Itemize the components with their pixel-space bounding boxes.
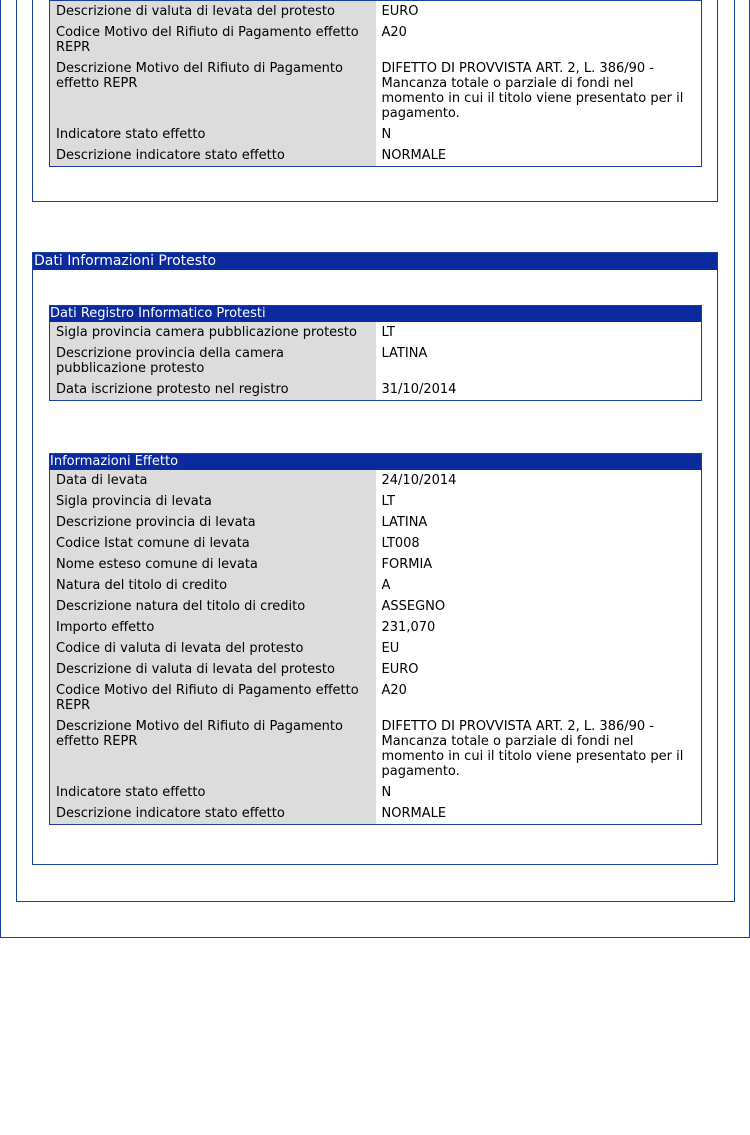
table-row <box>50 145 702 167</box>
field-value: A20 <box>376 680 702 716</box>
field-label: Descrizione indicatore stato effetto <box>50 145 376 167</box>
table-row <box>50 470 702 491</box>
field-value: LT <box>376 322 702 343</box>
field-label: Nome esteso comune di levata <box>50 554 376 575</box>
field-value: N <box>376 124 702 145</box>
field-label: Descrizione provincia di levata <box>50 512 376 533</box>
registry-rows <box>50 322 702 401</box>
field-value: EURO <box>376 659 702 680</box>
table-row <box>50 1 702 23</box>
table-row <box>50 596 702 617</box>
effect-info-table <box>49 453 702 825</box>
previous-effect-rows <box>50 1 702 167</box>
field-label: Indicatore stato effetto <box>50 782 376 803</box>
field-value: EU <box>376 638 702 659</box>
registry-table-header <box>50 306 702 323</box>
field-label: Codice di valuta di levata del protesto <box>50 638 376 659</box>
table-row <box>50 22 702 58</box>
table-row <box>50 716 702 782</box>
field-label: Data iscrizione protesto nel registro <box>50 379 376 401</box>
field-value: FORMIA <box>376 554 702 575</box>
field-label: Descrizione provincia della camera pubblicazione protesto <box>50 343 376 379</box>
registry-table <box>49 305 702 401</box>
field-value: 231,070 <box>376 617 702 638</box>
effect-info-table-header <box>50 454 702 471</box>
table-row <box>50 782 702 803</box>
registry-table-title: Dati Registro Informatico Protesti <box>50 306 702 323</box>
table-row <box>50 491 702 512</box>
field-label: Sigla provincia camera pubblicazione protesto <box>50 322 376 343</box>
field-label: Indicatore stato effetto <box>50 124 376 145</box>
field-label: Codice Motivo del Rifiuto di Pagamento effetto REPR <box>50 680 376 716</box>
field-value: LT <box>376 491 702 512</box>
field-label: Descrizione natura del titolo di credito <box>50 596 376 617</box>
field-value: LATINA <box>376 343 702 379</box>
field-label: Importo effetto <box>50 617 376 638</box>
table-row <box>50 379 702 401</box>
table-row <box>50 638 702 659</box>
table-row <box>50 575 702 596</box>
field-value: NORMALE <box>376 803 702 825</box>
field-label: Codice Motivo del Rifiuto di Pagamento effetto REPR <box>50 22 376 58</box>
table-row <box>50 322 702 343</box>
table-row <box>50 617 702 638</box>
table-row <box>50 533 702 554</box>
field-label: Natura del titolo di credito <box>50 575 376 596</box>
field-value: LT008 <box>376 533 702 554</box>
field-value: ASSEGNO <box>376 596 702 617</box>
field-value: DIFETTO DI PROVVISTA ART. 2, L. 386/90 - Mancanza totale o parziale di fondi nel momento in cui il titolo viene presentato per il pagamento. <box>376 58 702 124</box>
table-row <box>50 554 702 575</box>
table-row <box>50 58 702 124</box>
previous-effect-table <box>49 0 702 167</box>
field-value: DIFETTO DI PROVVISTA ART. 2, L. 386/90 - Mancanza totale o parziale di fondi nel momento in cui il titolo viene presentato per il pagamento. <box>376 716 702 782</box>
field-value: 31/10/2014 <box>376 379 702 401</box>
previous-section <box>32 0 718 202</box>
field-label: Sigla provincia di levata <box>50 491 376 512</box>
effect-info-table-title: Informazioni Effetto <box>50 454 702 471</box>
table-row <box>50 659 702 680</box>
field-label: Descrizione indicatore stato effetto <box>50 803 376 825</box>
field-value: EURO <box>376 1 702 23</box>
table-row <box>50 512 702 533</box>
protest-section-title: Dati Informazioni Protesto <box>33 253 717 270</box>
protest-section <box>32 252 718 865</box>
table-row <box>50 680 702 716</box>
table-row <box>50 124 702 145</box>
field-label: Data di levata <box>50 470 376 491</box>
field-value: N <box>376 782 702 803</box>
field-label: Descrizione di valuta di levata del protesto <box>50 1 376 23</box>
field-value: LATINA <box>376 512 702 533</box>
table-row <box>50 803 702 825</box>
field-label: Descrizione di valuta di levata del protesto <box>50 659 376 680</box>
field-value: 24/10/2014 <box>376 470 702 491</box>
field-label: Codice Istat comune di levata <box>50 533 376 554</box>
table-row <box>50 343 702 379</box>
field-value: NORMALE <box>376 145 702 167</box>
field-label: Descrizione Motivo del Rifiuto di Pagamento effetto REPR <box>50 716 376 782</box>
field-value: A20 <box>376 22 702 58</box>
field-value: A <box>376 575 702 596</box>
effect-info-rows <box>50 470 702 825</box>
field-label: Descrizione Motivo del Rifiuto di Pagamento effetto REPR <box>50 58 376 124</box>
